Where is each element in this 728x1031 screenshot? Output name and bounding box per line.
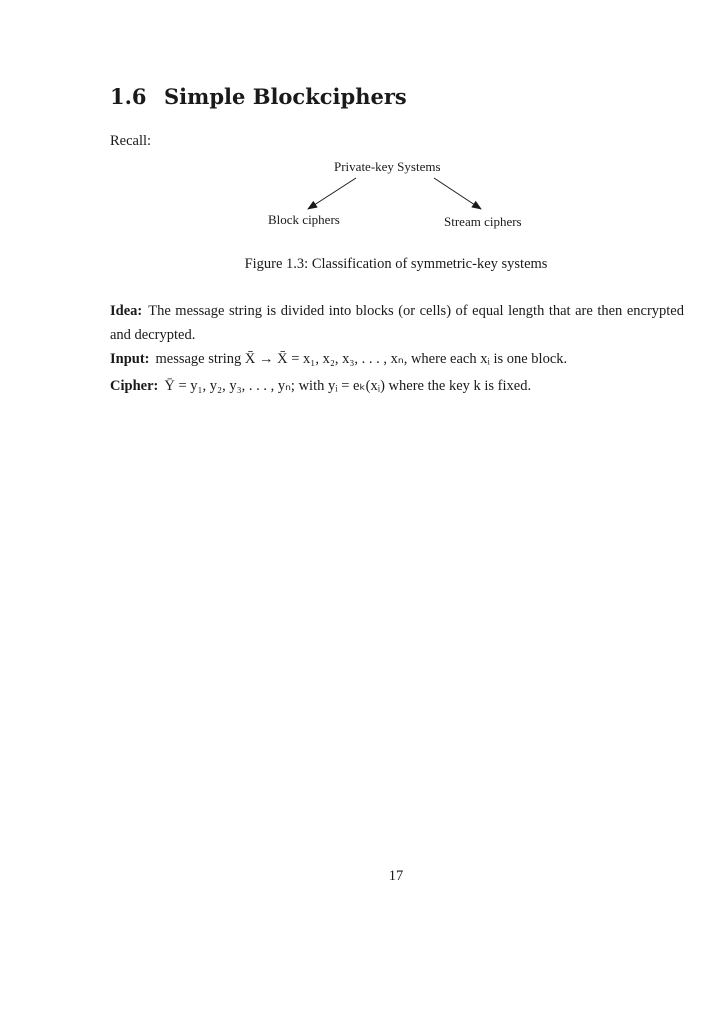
- input-text: message string X̄ → X̄ = x₁, x₂, x₃, . . . , xₙ, where each xᵢ is one block.: [155, 351, 568, 367]
- idea-text: The message string is divided into blocks (or cells) of equal length that are then encrypted and decrypted.: [110, 303, 684, 343]
- input-label: Input:: [110, 351, 150, 367]
- section-title: Simple Blockciphers: [164, 84, 407, 109]
- classification-diagram: [0, 0, 728, 240]
- diagram-node-block-ciphers: Block ciphers: [268, 212, 340, 227]
- idea-label: Idea:: [110, 303, 143, 319]
- idea-paragraph: [110, 299, 684, 347]
- cipher-label: Cipher:: [110, 378, 159, 394]
- arrow-to-stream-ciphers: [434, 178, 481, 209]
- input-paragraph: [110, 347, 684, 371]
- recall-label: Recall:: [110, 133, 152, 149]
- section-number: 1.6: [110, 84, 147, 109]
- diagram-node-stream-ciphers: Stream ciphers: [444, 214, 522, 229]
- diagram-node-private-key-systems: Private-key Systems: [334, 159, 441, 174]
- page-number: [0, 868, 728, 885]
- cipher-text: Ȳ = y₁, y₂, y₃, . . . , yₙ; with yᵢ = eₖ(xᵢ) where the key k is fixed.: [164, 378, 532, 394]
- figure-caption-text: Figure 1.3: Classification of symmetric-key systems: [244, 256, 548, 272]
- arrow-to-block-ciphers: [308, 178, 356, 209]
- cipher-paragraph: [110, 374, 684, 398]
- page-number-text: 17: [388, 868, 404, 884]
- figure-caption: [0, 256, 728, 273]
- section-heading: [110, 84, 407, 109]
